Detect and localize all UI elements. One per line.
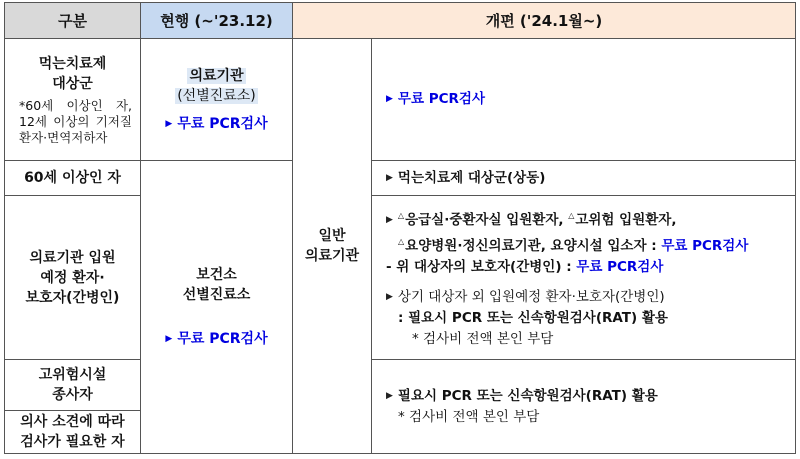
category-hospital-admission xyxy=(4,195,141,360)
free-pcr-text: 무료 PCR검사 xyxy=(177,115,268,132)
reform-over-60 xyxy=(371,160,796,196)
reform-item xyxy=(386,257,795,278)
category-title: 예정 환자· xyxy=(40,269,105,286)
reform-hospital-admission xyxy=(371,195,796,360)
header-category-label: 구분 xyxy=(58,12,87,30)
category-doctor-opinion xyxy=(4,410,141,454)
reform-other xyxy=(371,359,796,454)
current-health-center xyxy=(140,160,293,454)
general-medical-institution xyxy=(292,38,372,454)
current-subtitle-text: (선별진료소) xyxy=(177,87,256,104)
current-subtitle: 선별진료소 xyxy=(182,287,251,303)
category-title: 고위험시설 xyxy=(38,367,107,383)
triangle-bullet-icon: ▶ xyxy=(386,172,393,183)
current-title-text: 의료기관 xyxy=(189,67,244,84)
reform-item xyxy=(386,205,795,231)
header-reform xyxy=(292,2,796,39)
reform-item xyxy=(386,386,795,407)
category-title: 60세 이상인 자 xyxy=(24,170,121,186)
current-title xyxy=(187,66,245,86)
reform-text: 고위험 입원환자, xyxy=(575,212,677,228)
category-title: 의사 소견에 따라 xyxy=(20,414,125,430)
free-pcr-text: 무료 PCR검사 xyxy=(397,91,485,107)
delta-mark: △ xyxy=(398,237,405,246)
reform-item xyxy=(386,89,795,110)
reform-item: : 필요시 PCR 또는 신속항원검사(RAT) 활용 xyxy=(398,310,668,326)
triangle-bullet-icon: ▶ xyxy=(386,292,393,302)
reform-item xyxy=(386,287,795,308)
reform-note: * 검사비 전액 본인 부담 xyxy=(398,408,540,425)
current-medical-institution xyxy=(140,38,293,161)
category-oral-treatment xyxy=(4,38,141,161)
reform-text: 먹는치료제 대상군(상동) xyxy=(397,169,546,186)
category-high-risk-facility xyxy=(4,359,141,411)
triangle-bullet-icon: ▶ xyxy=(386,215,393,225)
free-pcr-text: 무료 PCR검사 xyxy=(177,331,268,347)
header-current xyxy=(140,2,293,39)
category-title: 먹는치료제 xyxy=(38,55,107,72)
delta-mark: △ xyxy=(397,211,405,220)
reform-text: 요양병원·정신의료기관, 요양시설 입소자 : xyxy=(405,238,662,254)
delta-mark: △ xyxy=(568,211,575,220)
triangle-bullet-icon: ▶ xyxy=(165,118,173,129)
triangle-bullet-icon: ▶ xyxy=(386,94,393,104)
general-label: 일반 xyxy=(318,228,346,244)
category-title: 종사자 xyxy=(52,387,93,403)
category-title: 대상군 xyxy=(52,75,93,92)
general-label: 의료기관 xyxy=(304,248,360,264)
reform-item xyxy=(386,168,795,189)
triangle-bullet-icon: ▶ xyxy=(165,334,173,344)
reform-oral-treatment xyxy=(371,38,796,161)
category-title: 검사가 필요한 자 xyxy=(20,434,125,450)
category-title: 보호자(간병인) xyxy=(25,289,120,306)
category-over-60 xyxy=(4,160,141,196)
header-reform-label: 개편 ('24.1월~) xyxy=(485,12,603,30)
current-free-test xyxy=(165,329,267,349)
current-free-test xyxy=(165,114,267,134)
category-note: *60세 이상인 자, 12세 이상의 기저질환자·면역저하자 xyxy=(19,97,132,145)
reform-item xyxy=(386,231,795,257)
header-category xyxy=(4,2,141,39)
reform-text: 필요시 PCR 또는 신속항원검사(RAT) 활용 xyxy=(397,387,658,404)
free-pcr-text: 무료 PCR검사 xyxy=(576,259,664,275)
reform-text: 응급실·중환자실 입원환자, xyxy=(405,212,569,228)
triangle-bullet-icon: ▶ xyxy=(386,390,393,401)
current-title: 보건소 xyxy=(196,267,237,283)
reform-note: * 검사비 전액 본인 부담 xyxy=(412,331,554,347)
reform-text: - 위 대상자의 보호자(간병인) : xyxy=(386,259,577,275)
comparison-table xyxy=(4,2,796,454)
header-current-label: 현행 (~'23.12) xyxy=(160,12,273,30)
free-pcr-text: 무료 PCR검사 xyxy=(661,238,749,254)
reform-text: 상기 대상자 외 입원예정 환자·보호자(간병인) xyxy=(397,289,665,305)
category-title: 의료기관 입원 xyxy=(29,249,116,266)
current-subtitle xyxy=(175,86,258,106)
